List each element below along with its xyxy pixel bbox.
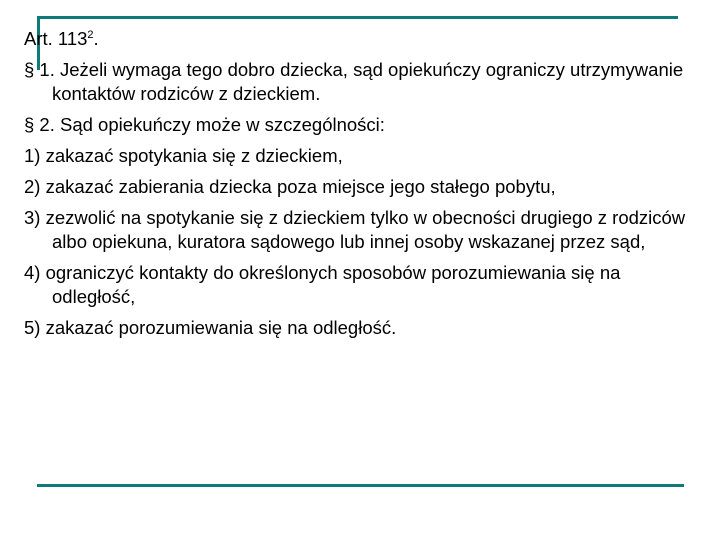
article-text: [24, 27, 694, 347]
list-item-3: 3) zezwolić na spotykanie się z dzieckiem tylko w obecności drugiego z rodziców albo opiekuna, kuratora sądowego lub innej osoby wskazanej przez sąd,: [24, 207, 686, 252]
top-rule: [37, 16, 678, 19]
paragraph-2: § 2. Sąd opiekuńczy może w szczególności:: [24, 114, 385, 135]
list-item-2: 2) zakazać zabierania dziecka poza miejsce jego stałego pobytu,: [24, 176, 556, 197]
list-item-4: 4) ograniczyć kontakty do określonych sposobów porozumiewania się na odległość,: [24, 262, 621, 307]
list-item-1: 1) zakazać spotykania się z dzieckiem,: [24, 145, 343, 166]
article-superscript: 2: [87, 29, 94, 41]
article-number: Art. 113: [24, 28, 88, 49]
bottom-rule: [37, 484, 684, 487]
article-suffix: .: [93, 28, 99, 49]
article-heading: [24, 27, 694, 51]
paragraph-1: § 1. Jeżeli wymaga tego dobro dziecka, sąd opiekuńczy ograniczy utrzymywanie kontaktów rodziców z dzieckiem.: [24, 59, 684, 104]
list-item-5: 5) zakazać porozumiewania się na odległość.: [24, 317, 397, 338]
